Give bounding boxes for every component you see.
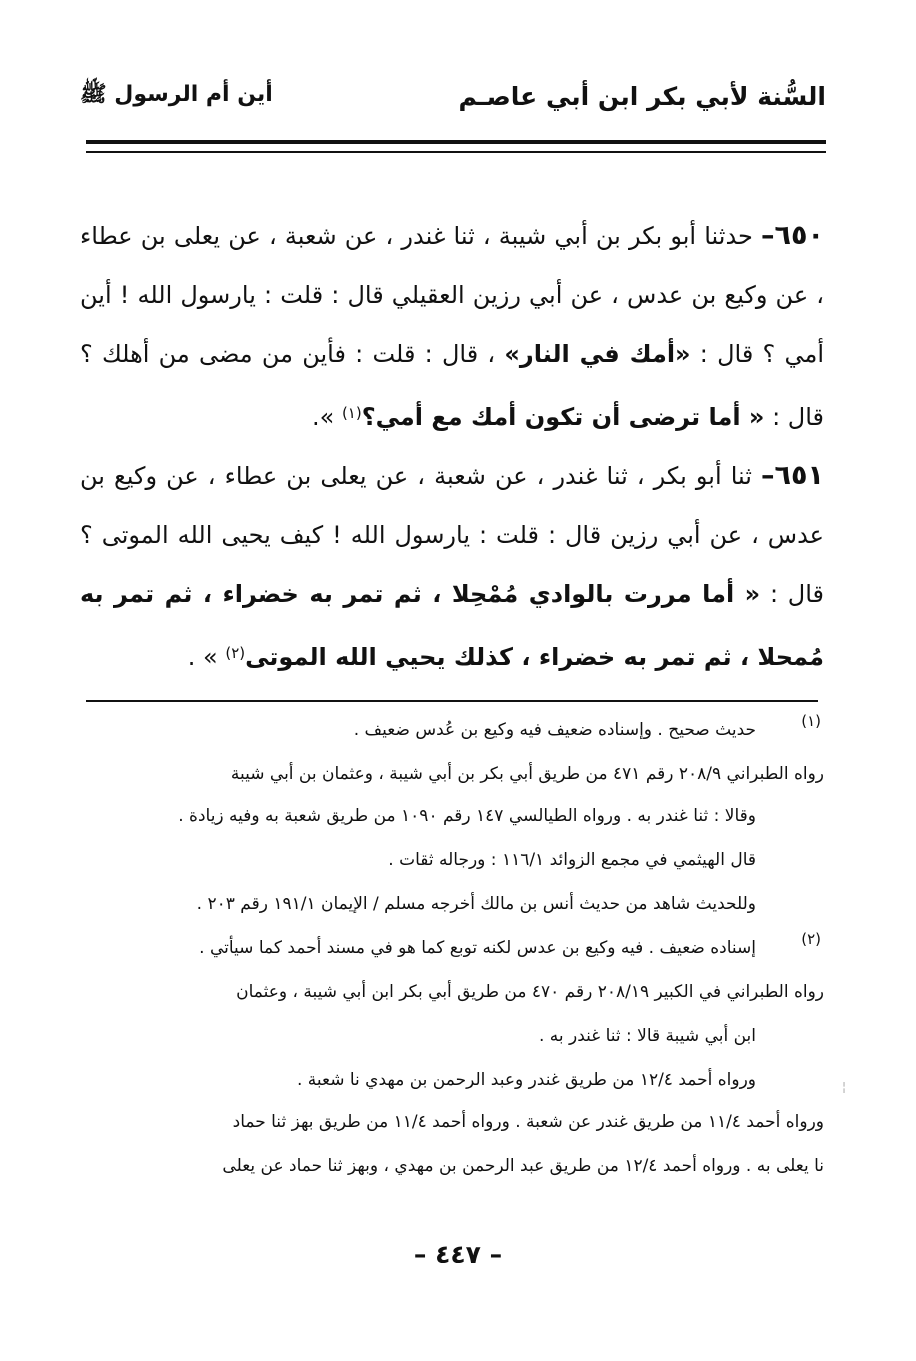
hadith-number: ٦٥١– xyxy=(761,460,824,491)
hadith-650 xyxy=(80,206,824,447)
chapter-title: أين أم الرسول ﷺ xyxy=(80,82,273,107)
book-title: السُّنة لأبي بكر ابن أبي عاصـم xyxy=(458,81,826,111)
prophet-saying: « أما ترضى أن تكون أمك مع أمي؟ xyxy=(361,403,765,431)
footnote-line: رواه الطبراني في الكبير ٢٠٨/١٩ رقم ٤٧٠ من طريق أبي بكر ابن أبي شيبة ، وعثمان xyxy=(236,982,824,1002)
footnote-line: قال الهيثمي في مجمع الزوائد ١١٦/١ : ورجاله ثقات . xyxy=(388,850,756,870)
quote-close: » . xyxy=(187,643,218,671)
hadith-number: ٦٥٠– xyxy=(761,220,824,251)
header-rule-thin xyxy=(86,151,826,153)
prophet-saying: « أما مررت بالوادي مُمْحِلا ، ثم تمر به خضراء ، ثم تمر به xyxy=(80,580,761,608)
running-header xyxy=(80,76,826,116)
footnote-line: نا يعلى به . ورواه أحمد ١٢/٤ من طريق عبد الرحمن بن مهدي ، وبهز ثنا حماد عن يعلى xyxy=(222,1156,824,1176)
hadith-text: الموتى ؟ قال : xyxy=(80,521,825,608)
prophet-saying: مُمحلا ، ثم تمر به خضراء ، كذلك يحيي الله الموتى xyxy=(245,643,824,671)
footnote-line: ابن أبي شيبة قالا : ثنا غندر به . xyxy=(538,1026,756,1046)
hadith-text: حدثنا أبو بكر بن أبي شيبة ، ثنا غندر ، عن شعبة ، عن يعلى بن xyxy=(140,222,753,250)
footnote-ref: (٢) xyxy=(225,644,246,662)
footnote-separator xyxy=(86,700,818,702)
hadith-text: ، قال : قلت : فأين من xyxy=(261,340,496,368)
hadith-text: وكيع بن عدس ، عن أبي رزين قال : قلت : يارسول الله ! كيف يحيى الله xyxy=(80,462,824,549)
hadith-text: مضى من أهلك ؟ قال : xyxy=(80,340,824,431)
page-number: – ٤٤٧ – xyxy=(413,1240,503,1269)
scan-mark: ¦ xyxy=(842,1080,847,1094)
footnote-marker: (٢) xyxy=(801,930,821,948)
hadith-text: يارسول الله ! أين أمي ؟ قال : xyxy=(80,281,824,368)
footnote-line: وقالا : ثنا غندر به . ورواه الطيالسي ١٤٧ رقم ١٠٩٠ من طريق شعبة به وفيه زيادة . xyxy=(178,806,756,826)
footnote-line: ورواه أحمد ١٢/٤ من طريق غندر وعبد الرحمن بن مهدي نا شعبة . xyxy=(296,1070,756,1090)
footnote-ref: (١) xyxy=(341,404,362,422)
hadith-651 xyxy=(80,446,824,687)
footnote-line: ورواه أحمد ١١/٤ من طريق غندر عن شعبة . ورواه أحمد ١١/٤ من طريق بهز ثنا حماد xyxy=(232,1112,824,1132)
footnote-line: رواه الطبراني ٢٠٨/٩ رقم ٤٧١ من طريق أبي بكر بن أبي شيبة ، وعثمان بن أبي شيبة xyxy=(230,764,824,784)
quote-close: ». xyxy=(311,403,335,431)
footnote-line: إسناده ضعيف . فيه وكيع بن عدس لكنه توبع كما هو في مسند أحمد كما سيأتي . xyxy=(199,938,756,958)
footnote-line: وللحديث شاهد من حديث أنس بن مالك أخرجه مسلم / الإيمان ١٩١/١ رقم ٢٠٣ . xyxy=(196,894,756,914)
header-rule-thick xyxy=(86,140,826,144)
footnote-line: حديث صحيح . وإسناده ضعيف فيه وكيع بن عُدس ضعيف . xyxy=(353,720,756,740)
footnote-marker: (١) xyxy=(801,712,821,730)
hadith-text: ثنا أبو بكر ، ثنا غندر ، عن شعبة ، عن يعلى بن عطاء ، عن xyxy=(166,462,752,490)
prophet-saying: «أمك في النار» xyxy=(504,340,691,368)
hadith-text: عطاء ، عن وكيع بن عدس ، عن أبي رزين العقيلي قال : قلت : xyxy=(80,222,824,309)
